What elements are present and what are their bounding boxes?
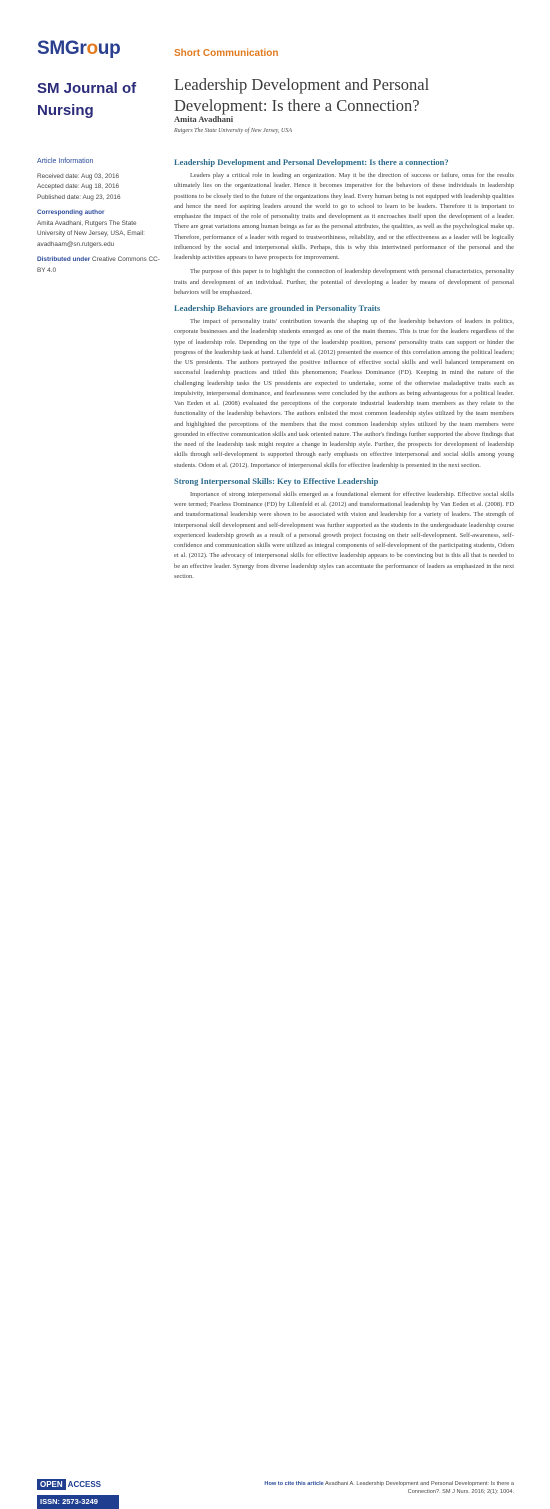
citation-label: How to cite this article	[264, 1481, 324, 1487]
access-label: ACCESS	[67, 1480, 102, 1489]
corresponding-author	[37, 208, 165, 250]
accepted-date: Accepted date: Aug 18, 2016	[37, 183, 120, 190]
paragraph-personality: The impact of personality traits' contribution towards the shaping up of the leadership behaviors of leaders in politics, corporate businesses and the leadership students emerged as one of the main themes. This is true for the leaders regardless of the type of leadership role. Depending on the type of the leadership position, persons' personality traits can support or hinder the progress of the leadership task at hand. Lilienfeld et al. (2012) presented the essence of this correlation among the political leaders; the US presidents. The authors portrayed the positive influence of effective social skills and well balanced temperament on successful leadership practices and titled this phenomenon; Fearless Dominance (FD). Keeping in mind the nature of the challenging leadership tasks the US presidents are expected to undertake, some of the otherwise maladaptive traits such as impulsivity, interpersonal dominance, and fearlessness were concluded by the authors as being advantageous for a political leader. Van Eeden et al. (2008) evaluated the perceptions of the corporate industrial leadership team members as they relate to the functionality of the leadership behaviors. The authors enlisted the most common leadership styles utilized by the team members and highlighted the perceptions of the members that the most common leadership styles utilized by the team members were grounded in effective communication skills and task oriented nature. The author's findings further supported the above findings that the need of the leadership task might require a change in leadership style. Further, the prospects for development of leadership skills through self-development is supported through early emphasis on effective interpersonal and social skills among young students. Odom et al. (2012). Importance of interpersonal skills for effective leadership is presented in the next section.	[174, 318, 514, 469]
logo-text-up: up	[97, 38, 121, 59]
distributed-label: Distributed under	[37, 256, 91, 263]
author-name: Amita Avadhani	[174, 114, 234, 124]
author-affiliation: Rutgers The State University of New Jersey, USA	[174, 128, 292, 134]
logo-text-sm: SMGr	[37, 38, 87, 59]
section-label: Short Communication	[174, 48, 279, 59]
journal-name: SM Journal of Nursing	[37, 80, 137, 119]
paragraph-purpose: The purpose of this paper is to highlight the connection of leadership development with personal characteristics, personality traits and development of an individual. Further, the potential of developing a leader by means of development of personal behaviors will be emphasized.	[174, 268, 514, 296]
open-access-badge	[37, 1479, 101, 1491]
section-heading-personality: Leadership Behaviors are grounded in Personality Traits	[174, 303, 381, 313]
article-info-sidebar	[37, 157, 165, 281]
article-info-heading: Article Information	[37, 158, 94, 165]
corresponding-author-text[interactable]: Amita Avadhani, Rutgers The State University of New Jersey, USA, Email: avadhaam@sn.rutgers.edu	[37, 219, 145, 248]
section-heading-connection: Leadership Development and Personal Development: Is there a connection?	[174, 157, 449, 167]
license	[37, 255, 165, 276]
citation	[236, 1480, 514, 1496]
article-body	[174, 153, 514, 586]
open-label: OPEN	[37, 1479, 66, 1490]
license-text[interactable]: Creative Commons CC-BY 4.0	[37, 256, 160, 274]
paragraph-interpersonal: Importance of strong interpersonal skills emerged as a foundational element for effective leadership. Effective social skills were termed; Fearless Dominance (FD) by Lilienfeld et al. (2012) and transformational leadership by Van Eeden et al. (2008). FD and transformational leadership were shown to be associated with vision and leadership for a variety of leaders. The strength of interpersonal skill development and self-development was further supported as the students in the undergraduate leadership course experienced leadership growth as a result of a personal growth project focusing on their self-development. Self-awareness, self-confidence and communication skills were utilized as integral components of self-development of the participating students, Odom et al. (2012). The advocacy of interpersonal skills for effective leadership appears to be convincing but is this all that is needed to be an effective leader. Synergy from diverse leadership styles can accentuate the performance of leaders as emphasized in the next section.	[174, 490, 514, 580]
corresponding-author-label: Corresponding author	[37, 209, 105, 216]
article-title: Leadership Development and Personal Development: Is there a Connection?	[174, 75, 430, 115]
smgroup-logo[interactable]	[37, 38, 120, 60]
published-date: Published date: Aug 23, 2016	[37, 193, 121, 201]
received-date: Received date: Aug 03, 2016	[37, 172, 120, 180]
section-heading-interpersonal: Strong Interpersonal Skills: Key to Effective Leadership	[174, 475, 379, 486]
logo-text-o: o	[86, 38, 98, 59]
paragraph-intro: Leaders play a critical role in leading an organization. May it be the direction of success or failure, onus for the results ultimately lies on the organizational leader. Hence it becomes imperative for the behaviors of these individuals in leadership positions to be closely tied to the future of the organizations they lead. Every human being is not equipped with leadership qualities and hence the need for aspiring leaders around the world to go to school to learn to be leaders. Therefore it is important to emphasize the impact of the role of personality traits and development as it encroaches itself upon the development of a leader. There are great variations among human beings as far as the personal attributes, the qualities, as well as the psychological make up. Therefore, performance of a leader with regard to trustworthiness, reliability, and or the effectiveness as a leader will be logically influenced by the social and interpersonal skills. Perhaps, this is why this intertwined performance of the personal and the leadership activities appears to have prospects for improvement.	[174, 172, 514, 261]
issn-badge: ISSN: 2573-3249	[37, 1495, 119, 1509]
citation-text: Avadhani A. Leadership Development and Personal Development: Is there a Connection?. SM J Nurs. 2016; 2(1): 1004.	[323, 1481, 514, 1495]
header	[0, 0, 550, 140]
article-dates	[37, 172, 165, 204]
footer	[0, 738, 550, 1506]
